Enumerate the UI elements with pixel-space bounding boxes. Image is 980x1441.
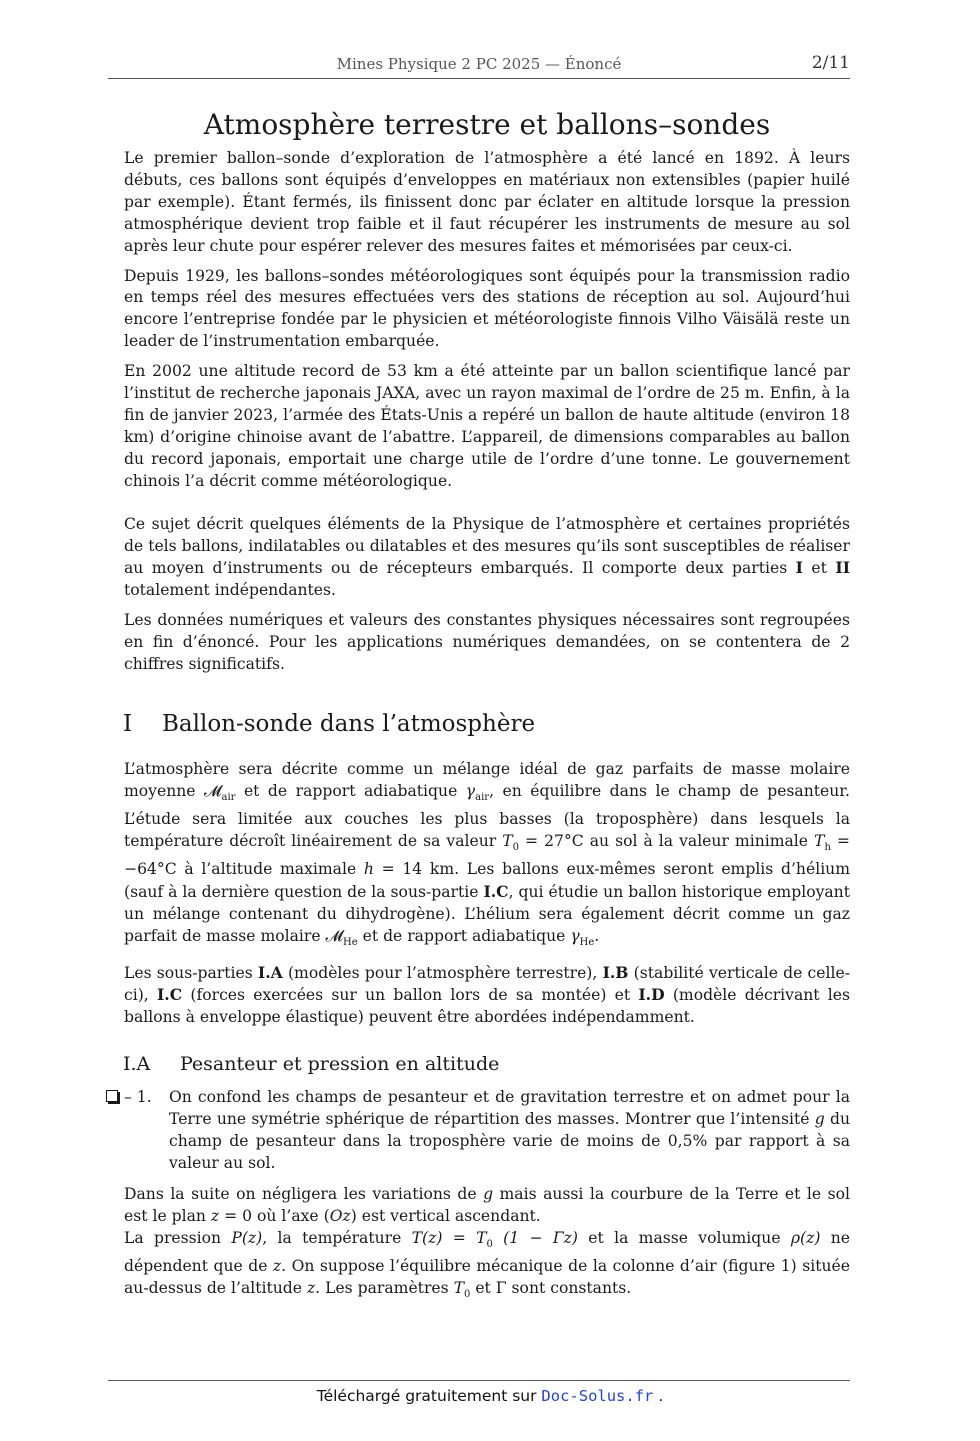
footer-divider xyxy=(108,1380,850,1381)
after-question-paragraph-1: Dans la suite on négligera les variations de g mais aussi la courbure de la Terre et le sol est le plan z = 0 où l’axe (Oz) est vertical ascendant. xyxy=(124,1184,850,1225)
section-paragraph-1: L’atmosphère sera décrite comme un mélange idéal de gaz parfaits de masse molaire moyenne 𝓜$_{air}$ et de rapport adiabatique $\gamma_{air}$, en équilibre dans le champ de pesanteur. L’étude sera limitée aux couches les plus basses (la troposphère) dans lesquels la température décroît linéairement de sa valeur $T_0 = 27^\circ C$ au sol à la valeur minimale $T_h = -64^\circ C$ à l’altitude maximale h = 14 km. Les ballons eux-mêmes seront emplis d’hélium (sauf à la dernière question de la sous-partie I.C, qui étudie un ballon historique employant un mélange contenant du dihydrogène). L’hélium sera également décrit comme un gaz parfait de masse molaire 𝓜$_{He}$ et de rapport adiabatique $\gamma_{He}$. xyxy=(124,759,851,948)
description-paragraph-2: Les données numériques et valeurs des constantes physiques nécessaires sont regroupées en fin d’énoncé. Pour les applications numériques demandées, on se contentera de 2 chiffres significatifs. xyxy=(124,611,850,674)
subsection-heading xyxy=(123,1051,850,1077)
question-label: – 1. xyxy=(124,1088,152,1107)
description-paragraph-1: Ce sujet décrit quelques éléments de la Physique de l’atmosphère et certaines propriétés de tels ballons, indilatables ou dilatables et des mesures qu’ils sont susceptibles de réaliser au moyen d’instruments ou de récepteurs embarqués. Il comporte deux parties I et II totalement indépendantes. xyxy=(124,514,850,600)
intro-paragraph-1: Le premier ballon–sonde d’exploration de l’atmosphère a été lancé en 1892. À leurs débuts, ces ballons sont équipés d’enveloppes en matériaux non extensibles (papier huilé par exemple). Étant fermés, ils finissent donc par éclater en altitude lorsque la pression atmosphérique devient trop faible et il faut récupérer les instruments de mesure au sol après leur chute pour espérer relever des mesures faites et mémorisées par ceux-ci. xyxy=(124,149,850,255)
subsection-number: I.A xyxy=(123,1053,151,1076)
question-marker xyxy=(106,1087,152,1109)
spacer xyxy=(124,501,850,514)
intro-paragraph-2: Depuis 1929, les ballons–sondes météorologiques sont équipés pour la transmission radio en temps réel des mesures effectuées vers des stations de réception au sol. Aujourd’hui encore l’entreprise fondée par le physicien et météorologiste finnois Vilho Väisälä reste un leader de l’instrumentation embarquée. xyxy=(124,266,850,351)
section-heading xyxy=(123,709,850,739)
document-title: Atmosphère terrestre et ballons–sondes xyxy=(203,108,771,141)
page-header xyxy=(108,52,850,79)
page-body xyxy=(124,105,850,1314)
section-paragraph-2: Les sous-parties I.A (modèles pour l’atmosphère terrestre), I.B (stabilité verticale de celle-ci), I.C (forces exercées sur un ballon lors de sa montée) et I.D (modèle décrivant les ballons à enveloppe élastique) peuvent être abordées indépendamment. xyxy=(124,962,851,1027)
page-number: 2/11 xyxy=(811,53,850,73)
after-question-paragraph-2: La pression P(z), la température $T(z) = T_0$ (1 − Γz) et la masse volumique ρ(z) ne dépendent que de z. On suppose l’équilibre mécanique de la colonne d’air (figure 1) située au-dessus de l’altitude z. Les paramètres $T_0$ et Γ sont constants. xyxy=(124,1228,850,1300)
intro-paragraph-3: En 2002 une altitude record de 53 km a été atteinte par un ballon scientifique lancé par l’institut de recherche japonais JAXA, avec un rayon maximal de l’ordre de 25 m. Enfin, à la fin de janvier 2023, l’armée des États-Unis a repéré un ballon de haute altitude (environ 18 km) d’origine chinoise avant de l’abattre. L’appareil, de dimensions comparables au ballon du record japonais, emportait une charge utile de l’ordre d’une tonne. Le gouvernement chinois l’a décrit comme météorologique. xyxy=(124,362,850,490)
page-footer: Téléchargé gratuitement sur Doc-Solus.fr . xyxy=(316,1387,664,1405)
section-title: Ballon-sonde dans l’atmosphère xyxy=(162,710,536,737)
checkbox-icon xyxy=(106,1090,118,1102)
header-title: Mines Physique 2 PC 2025 — Énoncé xyxy=(336,55,622,73)
footer-text: Téléchargé gratuitement sur xyxy=(316,1387,542,1405)
doc-solus-link[interactable]: Doc-Solus.fr xyxy=(541,1387,654,1405)
section-number: I xyxy=(123,710,133,737)
subsection-title: Pesanteur et pression en altitude xyxy=(180,1053,500,1076)
question-1: – 1. On confond les champs de pesanteur et de gravitation terrestre et on admet pour la Terre une symétrie sphérique de répartition des masses. Montrer que l’intensité g du champ de pesanteur dans la troposphère varie de moins de 0,5% par rapport à sa valeur au sol. xyxy=(124,1087,850,1175)
